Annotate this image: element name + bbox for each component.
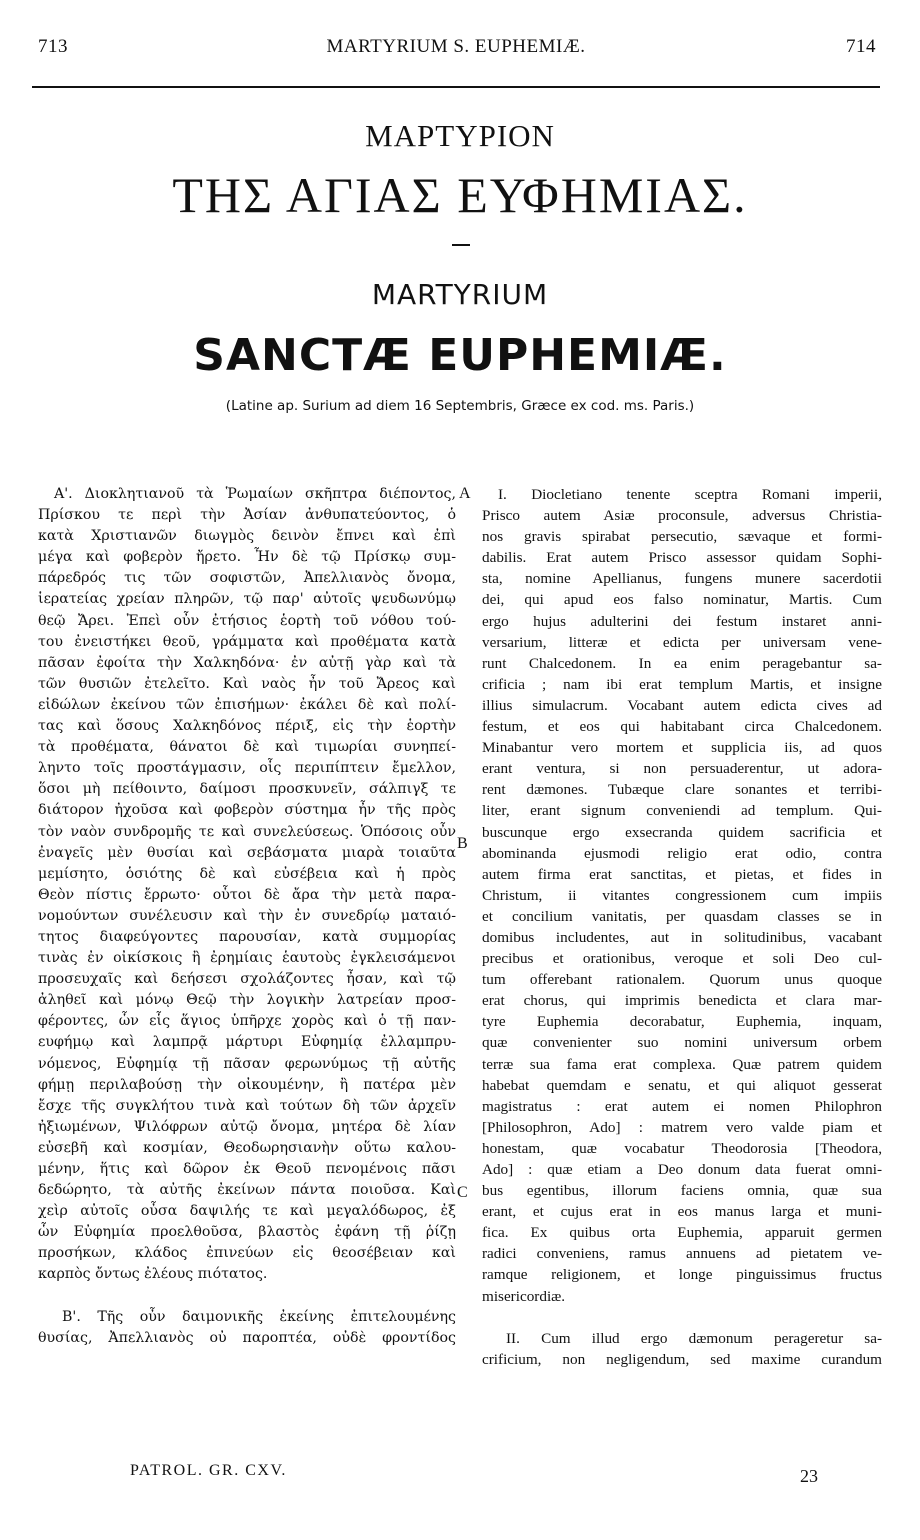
text-line: Minabantur vero mortem et supplicia iis, ad quos <box>482 739 882 757</box>
paragraph-gap <box>482 1307 882 1328</box>
text-line: festum, et eos qui habitabant circa Chalcedonem. <box>482 718 882 736</box>
text-line: ἔσχε τῆς συγκλήτου τινὰ καὶ τούτων δὴ τῶν ἀρχεῖν <box>38 1097 456 1114</box>
text-line: Πρίσκου τε περὶ τὴν Ἀσίαν ἀνθυπατεύοντος, ὁ <box>38 507 456 524</box>
text-line: erant ventura, si non persuaderentur, ut adora- <box>482 760 882 778</box>
text-line: προσευχαῖς καὶ δεήσεσι σχολάζοντες ἦσαν, καὶ τῷ <box>38 971 456 988</box>
text-line: rent dæmones. Tubæque clare sonantes et terribi- <box>482 781 882 799</box>
text-line: quæ convenienter suo nomini universum orbem <box>482 1034 882 1052</box>
text-line: εὐσεβῆ καὶ κοσμίαν, Θεοδωρησιανὴν οὕτω καλου- <box>38 1139 456 1156</box>
text-line: dei, qui apud eos falso nominatur, Martis. Cum <box>482 591 882 609</box>
greek-title-line2: ΤΗΣ ΑΓΙΑΣ ΕΥΦΗΜΙΑΣ. <box>172 167 748 223</box>
text-line: Christum, ii vitantes congressionem cum impiis <box>482 886 882 904</box>
text-line: erant, et cujus erat in eos manus larga et muni- <box>482 1203 882 1221</box>
text-line: εἰδώλων ἐκείνου τῶν ἐπισήμων· ἐκάλει δὲ καὶ πολί- <box>38 696 456 713</box>
text-line: ληντο τοῖς προστάγμασιν, οἷς περιπίπτειν ἔμελλον, <box>38 760 456 777</box>
margin-marker-b: B <box>457 835 468 852</box>
text-line: τινὰς ἐν οἰκίσκοις ἢ ἐρημίαις ἑαυτοὺς ἐγκλεισάμενοι <box>38 950 456 967</box>
text-line: tyre Euphemia decorabatur, Euphemia, inquam, <box>482 1013 882 1031</box>
text-line: terræ sua fama erat complexa. Quæ patrem quidem <box>482 1055 882 1073</box>
text-line: dabilis. Erat autem Prisco assessor quidam Sophi- <box>482 549 882 567</box>
text-line: θυσίας, Ἀπελλιανὸς οὐ παροπτέα, οὐδὲ φροντίδος <box>38 1329 456 1346</box>
text-line: θεῷ Ἄρει. Ἐπεὶ οὖν ἐτήσιος ἑορτὴ τοῦ νόθου τού- <box>38 612 456 629</box>
text-line: erat chorus, qui imprimis benedicta et clara mar- <box>482 992 882 1010</box>
text-line: φέροντες, ὧν εἷς ἅγιος ὑπῆρχε χορὸς καὶ ὁ τῇ παν- <box>38 1013 456 1030</box>
greek-text-column <box>38 484 456 1349</box>
text-line: et concilium vanitatis, per quasdam classes se in <box>482 907 882 925</box>
running-header <box>32 36 880 66</box>
text-line: Β'. Τῆς οὖν δαιμονικῆς ἐκείνης ἐπιτελουμένης <box>62 1308 456 1325</box>
margin-marker-a: A <box>459 485 471 502</box>
text-line: τὸν ναὸν συνδρομῆς τε καὶ συνελεύσεως. Ὁπόσοις οὖν <box>38 823 456 840</box>
text-line: misericordiæ. <box>482 1287 566 1305</box>
text-line: [Philosophron, Ado] : matrem vero valde piam et <box>482 1118 882 1136</box>
text-line: domibus includentes, aut in solitudinibus, vacabant <box>482 928 882 946</box>
text-line: runt Chalcedonem. In ea enim peragebantur sa- <box>482 654 882 672</box>
text-line: habebat quemdam e senatu, et qui aliquot gesserat <box>482 1076 882 1094</box>
text-line: δεδώρητο, τὰ αὐτῆς ἐκείνων πάντα ποιοῦσα. Καὶ <box>38 1182 456 1199</box>
text-line: crificium, non negligendum, sed maxime curandum <box>482 1350 882 1368</box>
text-line: τητος διαφεύγοντες παρουσίαν, κατὰ συμμορίας <box>38 928 456 945</box>
text-line: ἱερατείας χρείαν πληρῶν, τῷ παρ' αὐτοῖς ψευδωνύμῳ <box>38 591 456 608</box>
text-line: ευφήμῳ καὶ λαμπρᾷ μάρτυρι Εὐφημίᾳ ἐλλαμπρυ- <box>38 1034 456 1051</box>
text-line: νόμενος, Εὐφημίᾳ τῇ πᾶσαν φερωνύμως τῇ αὐτῆς <box>38 1055 456 1072</box>
page-number-left: 713 <box>38 36 68 57</box>
text-line: autem firma erat sanctitas, et pietas, et fides in <box>482 865 882 883</box>
text-line: II. Cum illud ergo dæmonum perageretur sa- <box>506 1329 882 1347</box>
source-note: (Latine ap. Surium ad diem 16 Septembris, Græce ex cod. ms. Paris.) <box>225 398 695 414</box>
text-line: μένην, ἥτις καὶ δῶρον ἐκ Θεοῦ πενομένοις πᾶσι <box>38 1161 456 1177</box>
paragraph-gap <box>38 1286 456 1307</box>
text-line: μέγα καὶ φοβερὸν ἤρετο. Ἦν δὲ τῷ Πρίσκῳ συμ- <box>38 549 456 566</box>
text-line: πάρεδρός τις τῶν σοφιστῶν, Ἀπελλιανὸς ὄνομα, <box>38 570 456 587</box>
text-line: καρπὸς ὄντως ἐλέους πιότατος. <box>38 1266 268 1283</box>
title-separator <box>452 244 470 246</box>
greek-title-line1: ΜΑΡΤΥΡΙΟΝ <box>365 118 555 153</box>
text-line: Ado] : quæ etiam a Deo donum data fuerat omni- <box>482 1161 882 1178</box>
signature-mark: PATROL. GR. CXV. <box>130 1462 287 1479</box>
text-line: μεμίσητο, ὁσιότης δὲ καὶ εὐσέβεια καὶ ἡ πρὸς <box>38 865 456 882</box>
text-line: διάτορον ἠχοῦσα καὶ φοβερὸν σύστημα ἦν τῆς πρὸς <box>38 802 456 819</box>
text-line: τῶν θυσιῶν ἐτελεῖτο. Καὶ ναὸς ἦν τοῦ Ἄρεος καὶ <box>38 675 456 692</box>
latin-title-line1: MARTYRIUM <box>371 278 549 311</box>
text-line: Prisco autem Asiæ proconsule, adversus Christia- <box>482 507 882 525</box>
margin-marker-c: C <box>457 1184 468 1201</box>
text-line: νομούντων συνέλευσιν καὶ τὴν ἐν συνεδρίῳ ματαιό- <box>38 907 456 924</box>
text-line: του ἐνειστήκει θεοῦ, γράμματα καὶ προθέματα κατὰ <box>38 633 456 650</box>
text-line: liter, erant signum conveniendi ad templum. Qui- <box>482 802 882 820</box>
text-line: κατὰ Χριστιανῶν διωγμὸς δεινὸν ἔπνει καὶ ἐπὶ <box>38 528 456 545</box>
running-title: MARTYRIUM S. EUPHEMIÆ. <box>326 36 586 57</box>
text-line: τας καὶ ὅσους Χαλκηδόνος πέριξ, εἰς τὴν ἑορτὴν <box>38 718 456 735</box>
header-rule <box>32 86 880 88</box>
text-line: προσήκων, κλάδος ἐπινεύων εἰς θεοσέβειαν καὶ <box>38 1245 456 1262</box>
text-line: ἐναγεῖς μὲν θυσίαι καὶ σεβάσματα μιαρὰ τοιαῦτα <box>38 844 456 861</box>
text-line: buscunque ergo exsecranda quidem sacrificia et <box>482 823 882 841</box>
text-line: honestam, quæ vocabatur Theodorosia [Theodora, <box>482 1139 882 1157</box>
text-line: ὅσοι μὴ πείθοιντο, δαίμοσι προσκυνεῖν, σάλπιγξ τε <box>38 781 456 798</box>
text-line: crificia ; nam ibi erat templum Martis, et insigne <box>482 675 882 693</box>
text-line: nos gravis spirabat persecutio, sævaque et formi- <box>482 528 882 546</box>
text-line: versarium, litteræ et edicta per universam vene- <box>482 633 882 651</box>
text-line: precibus et orationibus, veroque et soli Deo cul- <box>482 950 882 968</box>
text-line: ergo hujus adulterini dei festum instaret anni- <box>482 612 882 630</box>
text-line: Θεὸν πίστις ἔρρωτο· οὗτοι δὲ ἄρα τὴν μετὰ παρα- <box>38 886 456 903</box>
text-line: radici conveniens, ramus annuens ad pietatem ve- <box>482 1245 882 1263</box>
text-line: bus egentibus, illorum faciens omnia, quæ sua <box>482 1182 882 1200</box>
text-line: ramque religionem, et longe pinguissimus fructus <box>482 1266 882 1284</box>
sheet-number: 23 <box>800 1466 818 1486</box>
text-line: abominanda ejusmodi religio erat odio, contra <box>482 844 882 862</box>
latin-title-line2: SANCTÆ EUPHEMIÆ. <box>193 330 727 381</box>
text-line: Α'. Διοκλητιανοῦ τὰ Ῥωμαίων σκῆπτρα διέποντος, <box>54 486 456 502</box>
page-number-right: 714 <box>846 36 876 57</box>
text-line: ἀληθεῖ καὶ μόνῳ Θεῷ τὴν λογικὴν λατρείαν προσ- <box>38 992 456 1009</box>
text-line: ἠξιωμένων, Ψιλόφρων αὐτῷ ὄνομα, μητέρα δὲ λίαν <box>38 1118 456 1135</box>
text-line: illius simulacrum. Vocabant autem edicta cives ad <box>482 696 882 714</box>
text-line: sta, nomine Apellianus, fungens munere sacerdotii <box>482 570 882 588</box>
text-line: πᾶσαν ἐφοίτα τὴν Χαλκηδόνα· ἐν αὐτῇ γὰρ καὶ τὰ <box>38 654 456 671</box>
text-line: I. Diocletiano tenente sceptra Romani imperii, <box>498 486 882 503</box>
text-line: τὰ προθέματα, θάνατοι δὲ καὶ τιμωρίαι συνηπεί- <box>38 739 456 756</box>
text-line: χεὶρ αὐτοῖς οὖσα δαψιλής τε καὶ μεγαλόδωρος, ἐξ <box>38 1203 456 1220</box>
text-line: magistratus : erat autem ei nomen Philophron <box>482 1097 882 1115</box>
text-line: ὧν Εὐφημία προελθοῦσα, βλαστὸς ἐφάνη τῇ ῥίζῃ <box>38 1224 456 1241</box>
text-line: φήμῃ περιλαβούσῃ τὴν οἰκουμένην, ἢ πατέρα μὲν <box>38 1076 456 1093</box>
text-line: tum offerebant rationalem. Quorum unus quoque <box>482 971 882 989</box>
text-line: fica. Ex quibus orta Euphemia, apparuit germen <box>482 1224 882 1242</box>
latin-text-column <box>482 484 882 1370</box>
